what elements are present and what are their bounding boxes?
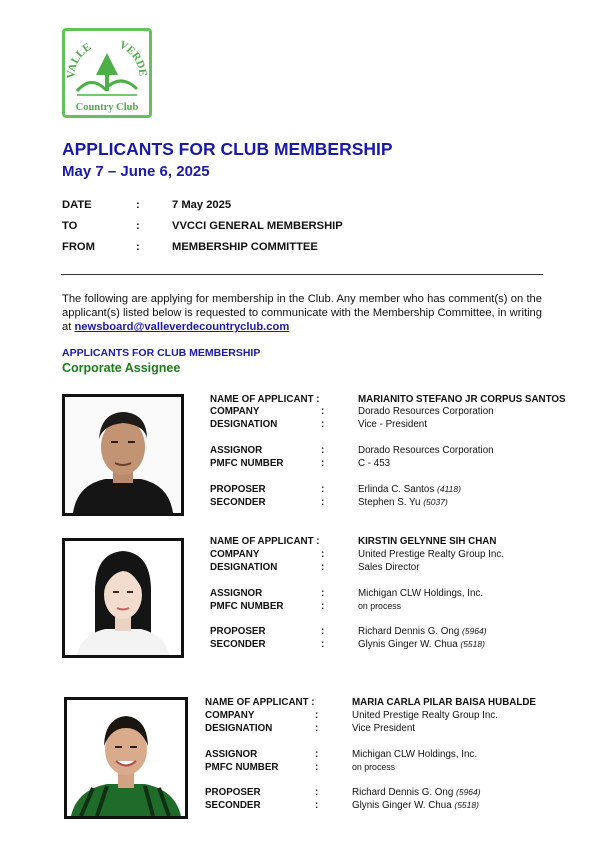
- svg-text:VERDE: [117, 39, 148, 77]
- seconder-value: Glynis Ginger W. Chua: [352, 800, 452, 811]
- applicant-photo: [62, 394, 184, 516]
- colon: :: [321, 562, 325, 573]
- proposer-label: PROPOSER: [210, 484, 266, 495]
- pmfc-label: PMFC NUMBER: [210, 458, 284, 469]
- colon: :: [321, 639, 325, 650]
- company-value: United Prestige Realty Group Inc.: [352, 710, 498, 721]
- category-heading: Corporate Assignee: [62, 361, 181, 375]
- colon: :: [321, 406, 325, 417]
- proposer-label: PROPOSER: [205, 787, 261, 798]
- seconder-value: Stephen S. Yu: [358, 497, 421, 508]
- section-heading: APPLICANTS FOR CLUB MEMBERSHIP: [62, 347, 261, 359]
- applicant-name: MARIA CARLA PILAR BAISA HUBALDE: [352, 697, 536, 708]
- name-label: NAME OF APPLICANT :: [210, 394, 320, 405]
- memo-colon: :: [136, 241, 140, 253]
- intro-text: The following are applying for membership in the Club. Any member who has comment(s) on the applicant(s) listed below is requested to communicate with the Membership Committee, in writing at: [62, 293, 542, 334]
- seconder-label: SECONDER: [210, 497, 266, 508]
- pmfc-value: on process: [352, 762, 396, 772]
- colon: :: [321, 588, 325, 599]
- company-value: United Prestige Realty Group Inc.: [358, 549, 504, 560]
- colon: :: [315, 723, 319, 734]
- memo-value: MEMBERSHIP COMMITTEE: [172, 241, 318, 253]
- colon: :: [321, 484, 325, 495]
- designation-label: DESIGNATION: [205, 723, 273, 734]
- applicant-name: KIRSTIN GELYNNE SIH CHAN: [358, 536, 497, 547]
- pmfc-label: PMFC NUMBER: [205, 762, 279, 773]
- club-logo: [62, 28, 152, 118]
- colon: :: [321, 626, 325, 637]
- designation-label: DESIGNATION: [210, 562, 278, 573]
- logo-text-valle: VALLE: [65, 40, 94, 79]
- logo-label: Country Club: [75, 102, 139, 113]
- company-label: COMPANY: [210, 549, 260, 560]
- seconder-value: Glynis Ginger W. Chua: [358, 639, 458, 650]
- assignor-label: ASSIGNOR: [210, 588, 263, 599]
- proposer-number: (5964): [462, 626, 487, 636]
- email-link[interactable]: newsboard@valleverdecountryclub.com: [74, 321, 290, 334]
- assignor-value: Michigan CLW Holdings, Inc.: [352, 749, 478, 760]
- seconder-number: (5518): [454, 800, 479, 810]
- designation-value: Vice - President: [358, 419, 427, 430]
- memo-colon: :: [136, 220, 140, 232]
- seconder-number: (5518): [460, 639, 485, 649]
- colon: :: [315, 787, 319, 798]
- proposer-label: PROPOSER: [210, 626, 266, 637]
- divider: [61, 274, 543, 275]
- colon: :: [315, 762, 319, 773]
- assignor-label: ASSIGNOR: [210, 445, 263, 456]
- seconder-label: SECONDER: [205, 800, 261, 811]
- colon: :: [315, 800, 319, 811]
- colon: :: [321, 458, 325, 469]
- memo-key: DATE: [62, 199, 92, 211]
- assignor-label: ASSIGNOR: [205, 749, 258, 760]
- colon: :: [321, 419, 325, 430]
- name-label: NAME OF APPLICANT :: [205, 697, 315, 708]
- seconder-label: SECONDER: [210, 639, 266, 650]
- assignor-value: Dorado Resources Corporation: [358, 445, 494, 456]
- pmfc-label: PMFC NUMBER: [210, 601, 284, 612]
- proposer-value: Richard Dennis G. Ong: [352, 787, 454, 798]
- logo-text-verde: VERDE: [117, 38, 149, 78]
- svg-text:VALLE: [65, 41, 93, 79]
- company-value: Dorado Resources Corporation: [358, 406, 494, 417]
- colon: :: [321, 497, 325, 508]
- seconder-number: (5037): [423, 497, 448, 507]
- date-range: May 7 – June 6, 2025: [62, 163, 210, 180]
- intro-paragraph: [62, 292, 542, 335]
- proposer-value: Richard Dennis G. Ong: [358, 626, 460, 637]
- designation-value: Vice President: [352, 723, 415, 734]
- designation-value: Sales Director: [358, 562, 420, 573]
- designation-label: DESIGNATION: [210, 419, 278, 430]
- company-label: COMPANY: [210, 406, 260, 417]
- colon: :: [315, 749, 319, 760]
- company-label: COMPANY: [205, 710, 255, 721]
- memo-value: VVCCI GENERAL MEMBERSHIP: [172, 220, 343, 232]
- pmfc-value: on process: [358, 601, 402, 611]
- colon: :: [321, 601, 325, 612]
- memo-key: TO: [62, 220, 78, 232]
- pmfc-value: C - 453: [358, 458, 391, 469]
- name-label: NAME OF APPLICANT :: [210, 536, 320, 547]
- applicant-name: MARIANITO STEFANO JR CORPUS SANTOS: [358, 394, 566, 405]
- applicant-photo: [64, 697, 188, 819]
- applicant-photo: [62, 538, 184, 658]
- proposer-value: Erlinda C. Santos: [358, 484, 435, 495]
- proposer-number: (4118): [436, 484, 461, 494]
- memo-value: 7 May 2025: [172, 199, 232, 211]
- proposer-number: (5964): [456, 787, 481, 797]
- colon: :: [321, 549, 325, 560]
- memo-colon: :: [136, 199, 140, 211]
- page-title: APPLICANTS FOR CLUB MEMBERSHIP: [62, 139, 393, 159]
- memo-key: FROM: [62, 241, 95, 253]
- colon: :: [321, 445, 325, 456]
- colon: :: [315, 710, 319, 721]
- assignor-value: Michigan CLW Holdings, Inc.: [358, 588, 484, 599]
